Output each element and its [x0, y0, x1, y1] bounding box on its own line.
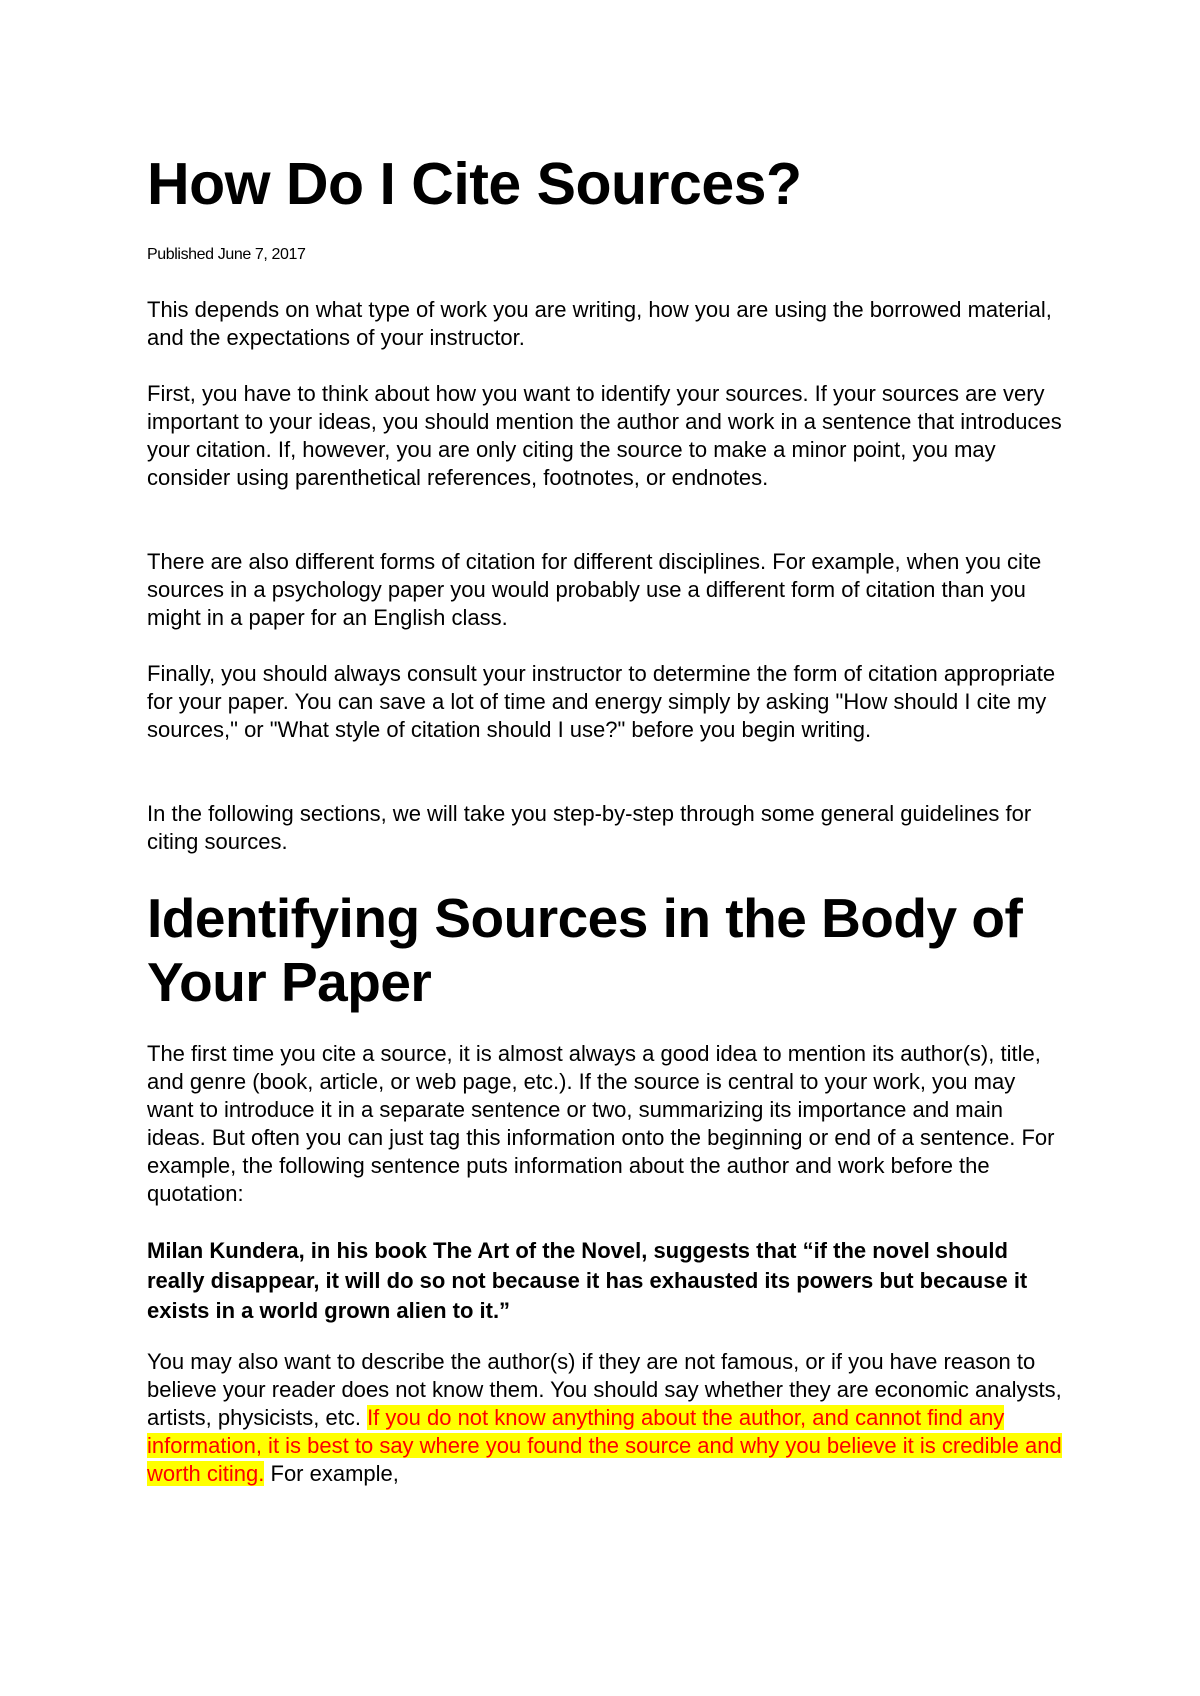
published-date: Published June 7, 2017 — [147, 246, 306, 263]
paragraph-consult-instructor: Finally, you should always consult your instructor to determine the form of citation appropriate for your paper. You can save a lot of time and energy simply by asking "How should I cite my sources," or "What style of citation should I use?" before you begin writing. — [147, 661, 1056, 742]
paragraph-following-sections: In the following sections, we will take you step-by-step through some general guidelines for citing sources. — [147, 801, 1032, 854]
paragraph-first-citation: The first time you cite a source, it is almost always a good idea to mention its author(s), title, and genre (book, article, or web page, etc.). If the source is central to your work, you may want to introduce it in a separate sentence or two, summarizing its importance and main ideas. But often you can just tag this information onto the beginning or end of a sentence. For example, the following sentence puts information about the author and work before the quotation: — [147, 1041, 1055, 1206]
paragraph-identify-sources: First, you have to think about how you want to identify your sources. If your sources are very important to your ideas, you should mention the author and work in a sentence that introduces your citation. If, however, you are only citing the source to make a minor point, you may consider using parenthetical references, footnotes, or endnotes. — [147, 381, 1062, 490]
paragraph-describe-author — [147, 1348, 1062, 1488]
example-quotation: Milan Kundera, in his book The Art of the Novel, suggests that “if the novel should really disappear, it will do so not because it has exhausted its powers but because it exists in a world grown alien to it.” — [147, 1238, 1028, 1323]
highlighted-text: If you do not know anything about the author, and cannot find any information, it is best to say where you found the source and why you believe it is credible and worth citing. — [147, 1405, 1062, 1486]
describe-author-tail: For example, — [264, 1461, 399, 1486]
section-heading: Identifying Sources in the Body of Your Paper — [147, 887, 1023, 1013]
paragraph-intro: This depends on what type of work you are writing, how you are using the borrowed material, and the expectations of your instructor. — [147, 297, 1052, 350]
paragraph-disciplines: There are also different forms of citation for different disciplines. For example, when you cite sources in a psychology paper you would probably use a different form of citation than you might in a paper for an English class. — [147, 549, 1042, 630]
describe-author-text: You may also want to describe the author(s) if they are not famous, or if you have reason to believe your reader does not know them. You should say whether they are economic analysts, artists, physicists, etc. — [147, 1349, 1062, 1430]
page-title: How Do I Cite Sources? — [147, 151, 802, 217]
